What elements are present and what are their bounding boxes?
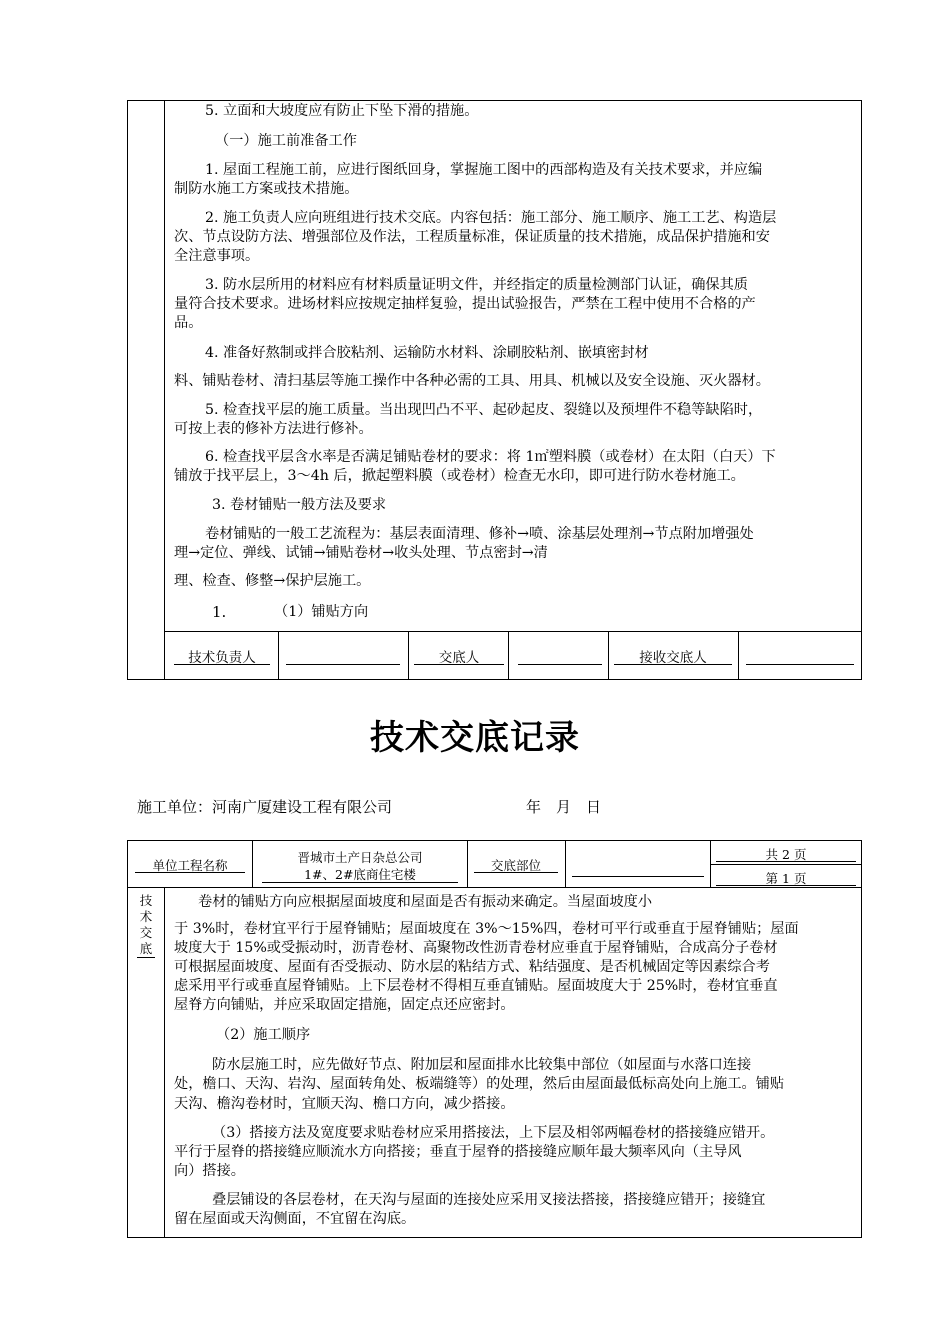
info-col-divider (565, 840, 566, 887)
p2-line: 平行于屋脊的搭接缝应顺流水方向搭接；垂直于屋脊的搭接缝应顺年最大频率风向（主导风 (174, 1144, 742, 1160)
p1-line: （1）铺贴方向 (274, 604, 369, 620)
p2-line: 留在屋面或天沟侧面，不宜留在沟底。 (174, 1211, 416, 1227)
side-label-char: 术 (139, 909, 153, 924)
project-name-underline (262, 882, 458, 883)
page1-left-column-divider (164, 100, 165, 680)
page2-left-column-divider (164, 887, 165, 1238)
construction-unit: 施工单位：河南广厦建设工程有限公司 (137, 798, 393, 816)
p1-line: 全注意事项。 (174, 248, 260, 264)
info-col-divider (252, 840, 253, 887)
receiver-label: 接收交底人 (639, 650, 707, 666)
p1-line: 铺放于找平层上，3～4h 后，掀起塑料膜（或卷材）检查无水印，即可进行防水卷材施工。 (174, 468, 745, 484)
location-label: 交底部位 (490, 858, 541, 873)
sig-divider (278, 631, 279, 679)
date-field: 年 月 日 (526, 798, 602, 816)
sig-divider (508, 631, 509, 679)
p2-line: 叠层铺设的各层卷材，在天沟与屋面的连接处应采用叉接法搭接，搭接缝应错开；接缝宜 (212, 1192, 766, 1208)
page-count-divider (710, 864, 862, 865)
side-label-char: 底 (139, 941, 153, 956)
p1-line: 4. 准备好熬制或拌合胶粘剂、运输防水材料、涂刷胶粘剂、嵌填密封材 (205, 345, 649, 361)
p2-line: 处，檐口、天沟、岩沟、屋面转角处、板端缝等）的处理，然后由屋面最低标高处向上施工。铺贴 (174, 1076, 785, 1092)
sig-underline (414, 664, 504, 665)
sig-divider (738, 631, 739, 679)
label-underline (716, 861, 856, 862)
info-row-divider (127, 887, 862, 888)
tech-lead-label: 技术负责人 (188, 650, 256, 666)
p2-line: 于 3%时，卷材宜平行于屋脊铺贴；屋面坡度在 3%～15%四，卷材可平行或垂直于屋脊铺贴；屋面 (174, 921, 799, 937)
p1-line: 5. 立面和大坡度应有防止下坠下滑的措施。 (205, 103, 479, 119)
page1-signature-divider (164, 631, 861, 632)
location-value-line (572, 876, 704, 877)
p1-line: 次、节点设防方法、增强部位及作法，工程质量标准，保证质量的技术措施，成品保护措施和安 (174, 229, 770, 245)
p2-line: 防水层施工时，应先做好节点、附加层和屋面排水比较集中部位（如屋面与水落口连接 (212, 1057, 752, 1073)
label-underline (135, 872, 245, 873)
p2-line: 卷材的铺贴方向应根据屋面坡度和屋面是否有振动来确定。当屋面坡度小 (198, 894, 653, 910)
p1-line: 量符合技术要求。进场材料应按规定抽样复验，提出试验报告，严禁在工程中使用不合格的产 (174, 296, 756, 312)
project-name-label: 单位工程名称 (152, 858, 228, 873)
p1-line: 1. 屋面工程施工前，应进行图纸回身，掌握施工图中的西部构造及有关技术要求，并应编 (205, 162, 763, 178)
p1-line: 1. (212, 603, 227, 621)
label-underline (474, 872, 558, 873)
p2-line: 天沟、檐沟卷材时，宜顺天沟、檐口方向，减少搭接。 (174, 1096, 515, 1112)
p1-line: 2. 施工负责人应向班组进行技术交底。内容包括：施工部分、施工顺序、施工工艺、构造层 (205, 210, 777, 226)
p2-line: （3）搭接方法及宽度要求贴卷材应采用搭接法，上下层及相邻两幅卷材的搭接缝应错开。 (212, 1125, 775, 1141)
project-name-line2: 1#、2#底商住宅楼 (304, 867, 416, 882)
p1-line: 3. 防水层所用的材料应有材料质量证明文件，并经指定的质量检测部门认证，确保其质 (205, 277, 748, 293)
page-title: 技术交底记录 (370, 718, 580, 758)
p1-line: 卷材铺贴的一般工艺流程为：基层表面清理、修补→喷、涂基层处理剂→节点附加增强处 (205, 526, 754, 542)
sig-divider (608, 631, 609, 679)
side-label-underline (137, 957, 155, 958)
tech-lead-signature-line (286, 664, 400, 665)
sig-underline (614, 664, 732, 665)
total-pages: 共 2 页 (765, 847, 807, 862)
receiver-signature-line (746, 664, 854, 665)
p1-line: 品。 (174, 315, 203, 331)
p1-line: 可按上表的修补方法进行修补。 (174, 421, 373, 437)
info-col-divider (467, 840, 468, 887)
presenter-label: 交底人 (438, 650, 480, 666)
p2-line: 屋脊方向铺贴，并应采取固定措施，固定点还应密封。 (174, 997, 515, 1013)
p1-line: 理、检查、修整→保护层施工。 (174, 573, 371, 589)
p2-line: 坡度大于 15%或受振动时，沥青卷材、高聚物改性沥青卷材应垂直于屋脊铺贴，合成高分子卷材 (174, 940, 778, 956)
p2-line: 可根据屋面坡度、屋面有否受振动、防水层的粘结方式、粘结强度、是否机械固定等因素综合考 (174, 959, 770, 975)
p2-line: 向）搭接。 (174, 1163, 245, 1179)
sig-underline (174, 664, 270, 665)
p1-line: 制防水施工方案或技术措施。 (174, 181, 359, 197)
p2-line: （2）施工顺序 (216, 1027, 311, 1043)
side-label-char: 技 (139, 893, 153, 908)
presenter-signature-line (518, 664, 602, 665)
side-label-char: 交 (139, 925, 153, 940)
project-name-line1: 晋城市土产日杂总公司 (297, 850, 423, 865)
p1-line: 3. 卷材铺贴一般方法及要求 (212, 497, 387, 513)
sig-divider (408, 631, 409, 679)
p1-line: （一）施工前准备工作 (215, 133, 357, 149)
label-underline (716, 885, 856, 886)
p1-line: 料、铺贴卷材、清扫基层等施工操作中各种必需的工具、用具、机械以及安全设施、灭火器材。 (174, 373, 770, 389)
p1-line: 理→定位、弹线、试铺→铺贴卷材→收头处理、节点密封→清 (174, 545, 548, 561)
p2-line: 虑采用平行或垂直屋脊铺贴。上下层卷材不得相互垂直铺贴。屋面坡度大于 25%时，卷材宜垂直 (174, 978, 778, 994)
p1-line: 5. 检查找平层的施工质量。当出现凹凸不平、起砂起皮、裂缝以及预埋件不稳等缺陷时， (205, 402, 763, 418)
page-number: 第 1 页 (765, 871, 807, 886)
p1-line: 6. 检查找平层含水率是否满足铺贴卷材的要求：将 1㎡塑料膜（或卷材）在太阳（白天）下 (205, 449, 776, 465)
